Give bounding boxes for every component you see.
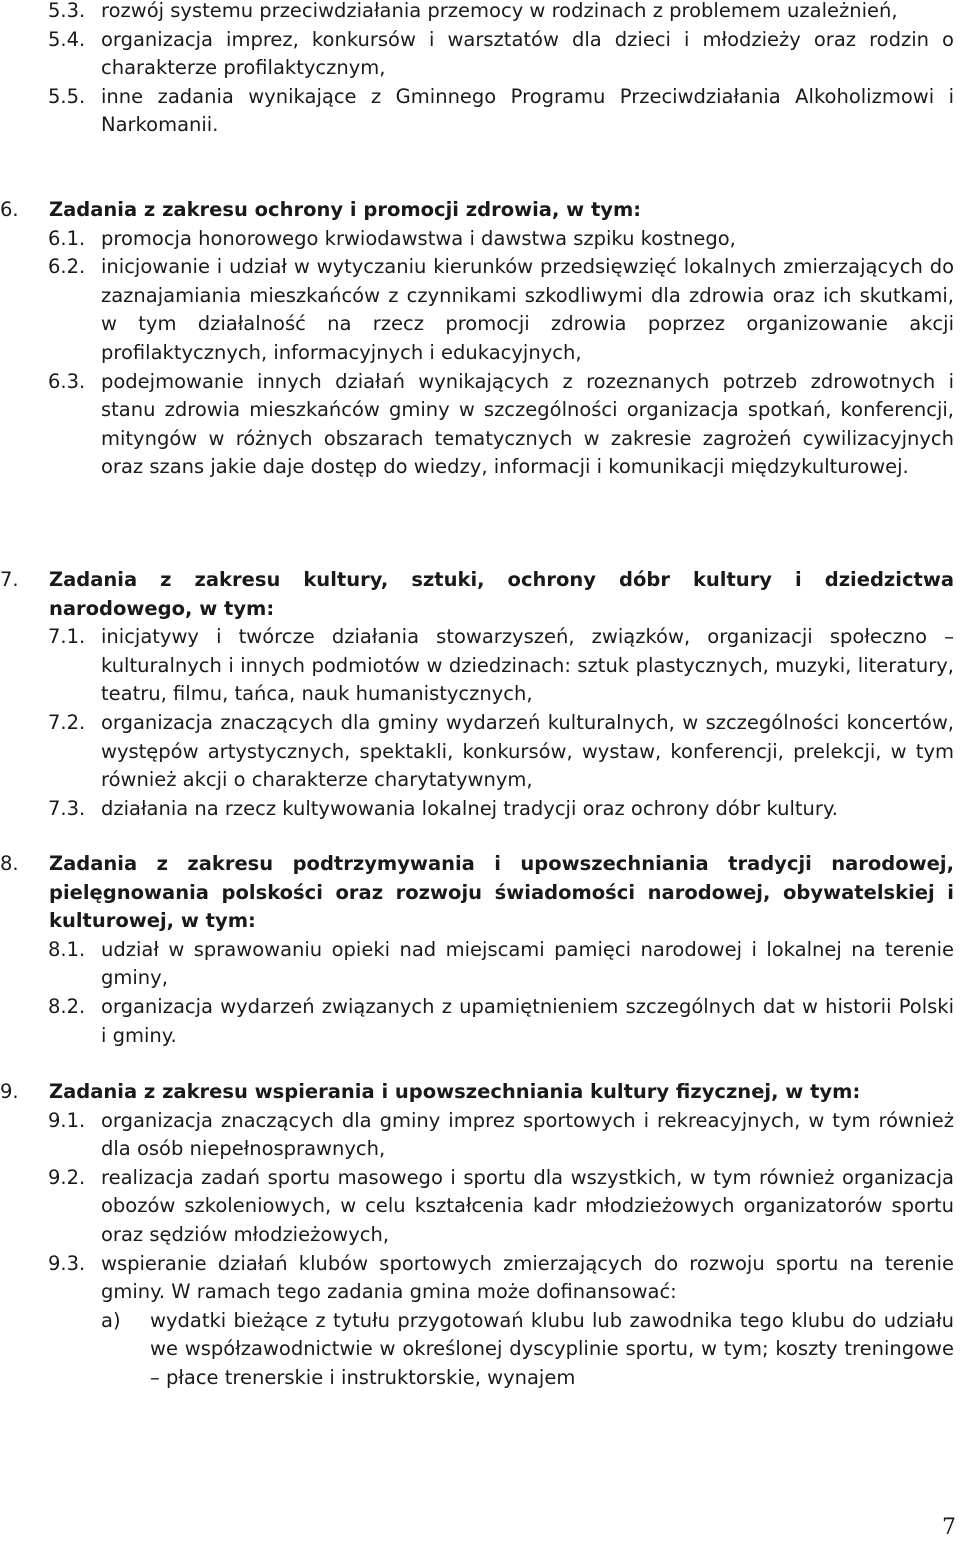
item-number: 5.5. (48, 84, 86, 108)
list-item (0, 936, 960, 993)
section-title: Zadania z zakresu kultury, sztuki, ochrony dóbr kultury i dziedzictwa narodowego, w tym: (49, 568, 954, 620)
item-number: 7.1. (48, 625, 86, 649)
item-text: inicjowanie i udział w wytyczaniu kierunków przedsięwzięć lokalnych zmierzających do zaznajamiania mieszkańców z czynnikami szkodliwymi dla zdrowia oraz ich skutkami, w tym działalność na rzecz promocji zdrowia poprzez organizowanie akcji profilaktycznych, informacyjnych i edukacyjnych, (101, 255, 954, 364)
list-item (0, 1164, 960, 1250)
item-text: wspieranie działań klubów sportowych zmierzających do rozwoju sportu na terenie gminy. W ramach tego zadania gmina może dofinansować: (101, 1251, 954, 1304)
section-8 (0, 850, 960, 1050)
item-number: 8.2. (48, 994, 86, 1018)
list-item (0, 623, 960, 709)
item-text: promocja honorowego krwiodawstwa i dawstwa szpiku kostnego, (101, 226, 736, 250)
sub-item-letter: a) (101, 1308, 121, 1332)
section-title: Zadania z zakresu podtrzymywania i upowszechniania tradycji narodowej, pielęgnowania polskości oraz rozwoju świadomości narodowej, obywatelskiej i kulturowej, w tym: (49, 852, 954, 933)
item-number: 6.3. (48, 369, 86, 393)
item-number: 7.2. (48, 710, 86, 734)
section-heading (0, 566, 960, 623)
item-number: 5.4. (48, 27, 86, 51)
list-item (0, 993, 960, 1050)
section-heading (0, 1078, 960, 1107)
section-9 (0, 1078, 960, 1393)
item-text: inicjatywy i twórcze działania stowarzyszeń, związków, organizacji społeczno – kulturalnych i innych podmiotów w dziedzinach: sztuk plastycznych, muzyki, literatury, teatru, filmu, tańca, nauk humanistycznych, (101, 625, 954, 706)
section-6 (0, 196, 960, 482)
sub-list-item (0, 1307, 960, 1393)
item-number: 6.1. (48, 226, 86, 250)
item-number: 9.3. (48, 1251, 86, 1275)
item-number: 5.3. (48, 0, 86, 22)
list-item (0, 83, 960, 140)
list-item (0, 795, 960, 824)
page-number: 7 (942, 1515, 956, 1541)
section-number: 9. (0, 1080, 19, 1103)
item-text: rozwój systemu przeciwdziałania przemocy w rodzinach z problemem uzależnień, (101, 0, 898, 22)
item-number: 7.3. (48, 796, 86, 820)
section-number: 6. (0, 198, 19, 221)
item-text: organizacja znaczących dla gminy wydarzeń kulturalnych, w szczególności koncertów, występów artystycznych, spektakli, konkursów, wystaw, konferencji, prelekcji, w tym również akcji o charakterze charytatywnym, (101, 710, 954, 792)
item-number: 9.1. (48, 1108, 86, 1132)
section-number: 7. (0, 568, 19, 591)
list-item (0, 26, 960, 83)
list-item (0, 709, 960, 795)
item-text: inne zadania wynikające z Gminnego Programu Przeciwdziałania Alkoholizmowi i Narkomanii. (101, 84, 954, 137)
sub-item-text: wydatki bieżące z tytułu przygotowań klubu lub zawodnika tego klubu do udziału we współzawodnictwie w określonej dyscyplinie sportu, w tym; koszty treningowe – płace trenerskie i instruktorskie, wynajem (150, 1308, 954, 1389)
item-text: organizacja wydarzeń związanych z upamiętnieniem szczególnych dat w historii Polski i gminy. (101, 994, 954, 1047)
item-number: 9.2. (48, 1165, 86, 1189)
list-item (0, 1107, 960, 1164)
list-item (0, 0, 960, 26)
item-text: podejmowanie innych działań wynikających z rozeznanych potrzeb zdrowotnych i stanu zdrowia mieszkańców gminy w szczególności organizacja spotkań, konferencji, mityngów w różnych obszarach tematycznych w zakresie zagrożeń cywilizacyjnych oraz szans jakie daje dostęp do wiedzy, informacji i komunikacji międzykulturowej. (101, 369, 954, 479)
section-7 (0, 566, 960, 823)
section-heading (0, 196, 960, 225)
section-heading (0, 850, 960, 936)
list-item (0, 225, 960, 254)
section-number: 8. (0, 852, 19, 875)
item-text: udział w sprawowaniu opieki nad miejscami pamięci narodowej i lokalnej na terenie gminy, (101, 937, 954, 990)
item-number: 6.2. (48, 255, 86, 279)
item-text: działania na rzecz kultywowania lokalnej tradycji oraz ochrony dóbr kultury. (101, 796, 838, 820)
section-5-continuation (0, 0, 960, 140)
list-item (0, 1250, 960, 1307)
item-text: organizacja imprez, konkursów i warsztatów dla dzieci i młodzieży oraz rodzin o charakterze profilaktycznym, (101, 27, 954, 80)
section-title: Zadania z zakresu ochrony i promocji zdrowia, w tym: (49, 198, 642, 221)
section-title: Zadania z zakresu wspierania i upowszechniania kultury fizycznej, w tym: (49, 1080, 861, 1103)
list-item (0, 368, 960, 482)
item-text: organizacja znaczących dla gminy imprez sportowych i rekreacyjnych, w tym również dla osób niepełnosprawnych, (101, 1108, 954, 1161)
item-number: 8.1. (48, 937, 86, 961)
item-text: realizacja zadań sportu masowego i sportu dla wszystkich, w tym również organizacja obozów szkoleniowych, w celu kształcenia kadr młodzieżowych organizatorów sportu oraz sędziów młodzieżowych, (101, 1165, 954, 1246)
list-item (0, 253, 960, 367)
